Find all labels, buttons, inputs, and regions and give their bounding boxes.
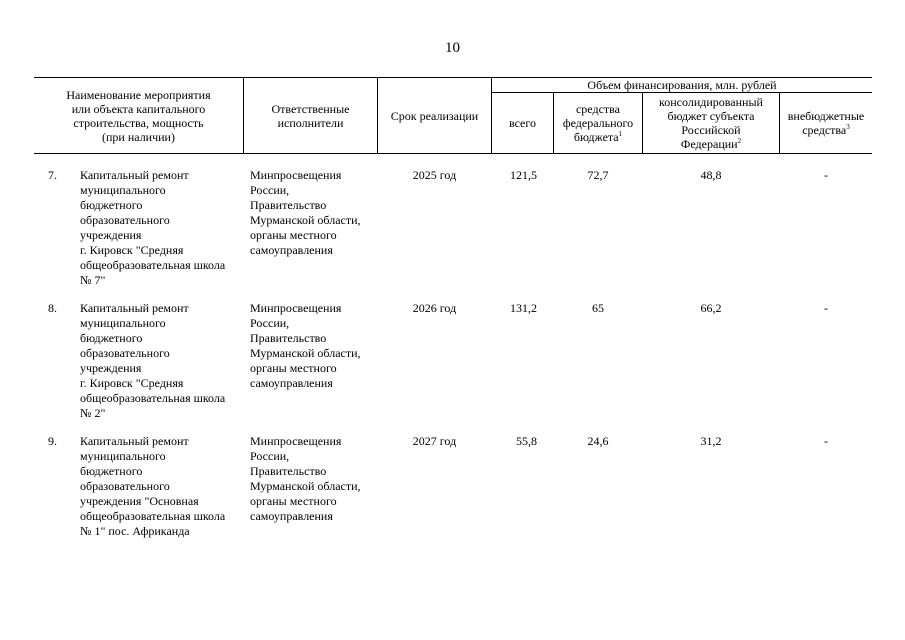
row-executors: Минпросвещения России, Правительство Мурманской области, органы местного самоуправления — [250, 301, 361, 390]
footnote-marker: 3 — [846, 123, 850, 131]
row-total: 55,8 — [516, 434, 537, 448]
row-federal: 24,6 — [587, 434, 609, 448]
header-executors: Ответственные исполнители — [271, 101, 350, 130]
row-number: 8. — [48, 301, 57, 315]
row-object-name: Капитальный ремонт муниципального бюджетного образовательного учреждения г. Кировск "Средняя общеобразовательная школа № 7" — [80, 168, 226, 287]
row-total: 121,5 — [510, 168, 537, 182]
row-total: 131,2 — [510, 301, 537, 315]
header-total: всего — [508, 116, 537, 130]
footnote-marker: 2 — [737, 137, 742, 145]
row-regional: 66,2 — [700, 301, 722, 315]
row-federal: 65 — [592, 301, 604, 315]
row-object-name: Капитальный ремонт муниципального бюджетного образовательного учреждения г. Кировск "Средняя общеобразовательная школа № 2" — [80, 301, 226, 420]
header-regional: консолидированный бюджет субъекта Российской Федерации$^2$ — [659, 95, 763, 151]
header-period: Срок реализации — [390, 108, 479, 123]
row-regional: 48,8 — [700, 168, 722, 182]
header-federal: средства федерального бюджета$^1$ — [562, 102, 634, 144]
row-executors: Минпросвещения России, Правительство Мурманской области, органы местного самоуправления — [250, 434, 361, 523]
page-number: 10 — [445, 40, 460, 56]
row-period: 2026 год — [412, 301, 457, 315]
header-extrabudget: внебюджетные средства$^3$ — [787, 109, 865, 137]
row-period: 2027 год — [412, 434, 457, 448]
header-name: Наименование мероприятия или объекта капитального строительства, мощность (при наличии) — [66, 87, 211, 144]
row-extrabudget: - — [824, 301, 828, 315]
row-period: 2025 год — [412, 168, 457, 182]
row-number: 7. — [48, 168, 57, 182]
header-financing-group: Объем финансирования, млн. рублей — [587, 78, 777, 92]
row-object-name: Капитальный ремонт муниципального бюджетного образовательного учреждения "Основная общеобразовательная школа № 1" пос. Африканда — [80, 434, 226, 538]
row-federal: 72,7 — [587, 168, 609, 182]
footnote-marker: 1 — [618, 130, 623, 138]
row-extrabudget: - — [824, 434, 828, 448]
row-extrabudget: - — [824, 168, 828, 182]
row-executors: Минпросвещения России, Правительство Мурманской области, органы местного самоуправления — [250, 168, 361, 257]
header-bottom-rule — [34, 153, 872, 154]
row-regional: 31,2 — [700, 434, 722, 448]
row-number: 9. — [48, 434, 57, 448]
